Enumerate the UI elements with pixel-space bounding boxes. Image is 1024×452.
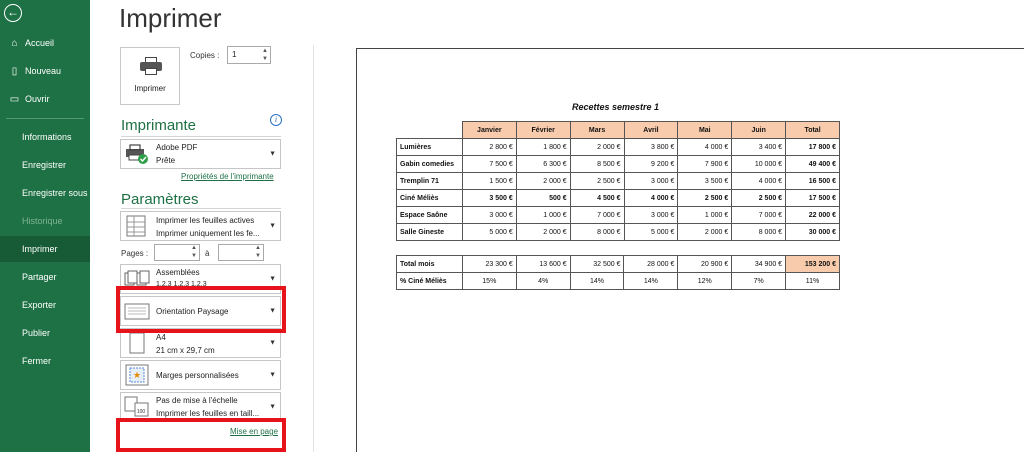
- svg-text:★: ★: [132, 370, 142, 380]
- sidebar-item-accueil[interactable]: [0, 30, 90, 56]
- table-header-cell: Janvier: [462, 122, 516, 139]
- home-icon: ⌂: [11, 37, 18, 49]
- sidebar-item-label: Publier: [22, 328, 51, 338]
- chevron-up-icon[interactable]: ▲: [255, 245, 261, 251]
- printer-status: Prête: [156, 156, 176, 165]
- table-cell: 17 500 €: [786, 190, 840, 207]
- print-what-dropdown[interactable]: [120, 211, 281, 241]
- table-cell: 10 000 €: [732, 156, 786, 173]
- sidebar-item-enregistrer[interactable]: [0, 152, 90, 178]
- table-cell: 32 500 €: [570, 256, 624, 273]
- table-header-blank: [397, 122, 463, 139]
- info-icon[interactable]: i: [270, 114, 282, 126]
- table-cell: 8 000 €: [570, 224, 624, 241]
- table-cell: 2 500 €: [678, 190, 732, 207]
- sidebar-item-nouveau[interactable]: [0, 58, 90, 84]
- collate-line2: 1,2,3 1,2,3 1,2,3: [156, 281, 207, 288]
- printer-divider: [121, 136, 281, 137]
- table-row: [397, 207, 840, 224]
- table-cell: 4 000 €: [624, 190, 678, 207]
- pane-divider: [313, 45, 314, 452]
- scaling-line1: Pas de mise à l'échelle: [156, 396, 238, 405]
- printer-heading: Imprimante: [121, 117, 197, 134]
- chevron-down-icon: ▼: [269, 150, 276, 158]
- table-row: [397, 173, 840, 190]
- table-cell: 3 500 €: [462, 190, 516, 207]
- table-header-cell: Mars: [570, 122, 624, 139]
- table-cell: 1 800 €: [516, 139, 570, 156]
- table-cell: 2 000 €: [516, 173, 570, 190]
- table-cell: 3 000 €: [624, 207, 678, 224]
- sidebar-item-partager[interactable]: [0, 264, 90, 290]
- table-cell: 17 800 €: [786, 139, 840, 156]
- sidebar-item-label: Ouvrir: [25, 94, 50, 104]
- table-cell: 1 500 €: [462, 173, 516, 190]
- pages-to-input[interactable]: [218, 244, 264, 261]
- sidebar-item-label: Enregistrer sous: [22, 188, 88, 198]
- table-cell: 1 000 €: [516, 207, 570, 224]
- table-cell: 3 500 €: [678, 173, 732, 190]
- table-row: [397, 190, 840, 207]
- table-row: [397, 256, 840, 273]
- table-cell: 7 900 €: [678, 156, 732, 173]
- sidebar-item-imprimer[interactable]: [0, 236, 90, 262]
- orientation-value: Orientation Paysage: [156, 307, 229, 316]
- table-cell: 2 500 €: [732, 190, 786, 207]
- print-button[interactable]: [120, 47, 180, 105]
- table-row: [397, 156, 840, 173]
- printer-dropdown[interactable]: [120, 139, 281, 169]
- table-row-label: Espace Saône: [397, 207, 463, 224]
- table-row-label: Total mois: [397, 256, 463, 273]
- chevron-down-icon: ▼: [269, 403, 276, 411]
- backstage-sidebar: [0, 0, 90, 452]
- copies-stepper[interactable]: [227, 46, 271, 64]
- table-cell: 500 €: [516, 190, 570, 207]
- table-row-label: Ciné Méliès: [397, 190, 463, 207]
- table-cell: 20 900 €: [678, 256, 732, 273]
- pages-to-label: à: [205, 249, 210, 258]
- table-cell: 16 500 €: [786, 173, 840, 190]
- page-setup-highlight: [116, 418, 286, 452]
- scaling-line2: Imprimer les feuilles en taill...: [156, 409, 260, 418]
- folder-icon: ▭: [9, 93, 20, 105]
- sidebar-item-label: Accueil: [25, 38, 55, 48]
- margins-value: Marges personnalisées: [156, 371, 239, 380]
- table-cell: 3 800 €: [624, 139, 678, 156]
- table-cell: 6 300 €: [516, 156, 570, 173]
- table-cell: 8 500 €: [570, 156, 624, 173]
- table-cell: 23 300 €: [462, 256, 516, 273]
- svg-text:100: 100: [136, 409, 146, 415]
- table-cell: 13 600 €: [516, 256, 570, 273]
- page-title: Imprimer: [119, 3, 222, 33]
- table-row-label: Gabin comedies: [397, 156, 463, 173]
- pages-label: Pages :: [121, 249, 149, 258]
- chevron-down-icon[interactable]: ▼: [255, 253, 261, 259]
- chevron-down-icon: ▼: [269, 222, 276, 230]
- margins-dropdown[interactable]: [120, 360, 281, 390]
- table-cell: 5 000 €: [462, 224, 516, 241]
- sheet-icon: [124, 215, 150, 237]
- table-header-row: [397, 122, 840, 139]
- sidebar-item-label: Exporter: [22, 300, 57, 310]
- table-row-label: Lumières: [397, 139, 463, 156]
- table-header-cell: Total: [786, 122, 840, 139]
- table-cell: 49 400 €: [786, 156, 840, 173]
- sidebar-item-label: Nouveau: [25, 66, 62, 76]
- table-cell: 5 000 €: [624, 224, 678, 241]
- table-cell: 153 200 €: [786, 256, 840, 273]
- orientation-highlight: [116, 286, 286, 333]
- sidebar-item-label: Partager: [22, 272, 57, 282]
- printer-icon: [140, 57, 162, 75]
- settings-heading: Paramètres: [121, 191, 199, 208]
- chevron-up-icon[interactable]: ▲: [262, 48, 268, 54]
- table-cell: 7%: [732, 273, 786, 290]
- table-row: [397, 224, 840, 241]
- chevron-down-icon[interactable]: ▼: [262, 56, 268, 62]
- table-cell: 1 000 €: [678, 207, 732, 224]
- chevron-down-icon: ▼: [269, 275, 276, 283]
- chevron-down-icon: ▼: [269, 307, 276, 315]
- table-cell: 22 000 €: [786, 207, 840, 224]
- table-cell: 7 500 €: [462, 156, 516, 173]
- arrow-left-icon[interactable]: ←: [4, 4, 22, 22]
- margins-icon: [124, 364, 150, 386]
- table-cell: 2 000 €: [678, 224, 732, 241]
- table-cell: 3 400 €: [732, 139, 786, 156]
- sidebar-item-fermer[interactable]: [0, 348, 90, 374]
- sidebar-item-ouvrir[interactable]: [0, 86, 90, 112]
- sidebar-divider: [6, 118, 84, 119]
- print-what-line2: Imprimer uniquement les fe...: [156, 229, 260, 238]
- collate-line1: Assemblées: [156, 268, 200, 277]
- table-cell: 9 200 €: [624, 156, 678, 173]
- preview-table: [396, 121, 840, 241]
- sidebar-item-publier[interactable]: [0, 320, 90, 346]
- table-cell: 7 000 €: [732, 207, 786, 224]
- table-cell: 4 000 €: [732, 173, 786, 190]
- table-header-cell: Mai: [678, 122, 732, 139]
- sidebar-item-informations[interactable]: [0, 124, 90, 150]
- print-button-label: Imprimer: [134, 84, 166, 93]
- sidebar-item-label: Informations: [22, 132, 72, 142]
- sidebar-item-exporter[interactable]: [0, 292, 90, 318]
- printer-properties-link[interactable]: Propriétés de l'imprimante: [181, 172, 274, 181]
- chevron-up-icon[interactable]: ▲: [191, 245, 197, 251]
- table-cell: 4%: [516, 273, 570, 290]
- chevron-down-icon: ▼: [269, 371, 276, 379]
- paper-icon: [124, 332, 150, 354]
- new-document-icon: ▯: [11, 65, 18, 77]
- sidebar-item-label: Imprimer: [22, 244, 58, 254]
- preview-totals-table: [396, 255, 840, 290]
- table-cell: 14%: [624, 273, 678, 290]
- table-cell: 4 000 €: [678, 139, 732, 156]
- table-cell: 15%: [462, 273, 516, 290]
- table-header-cell: Juin: [732, 122, 786, 139]
- settings-divider: [121, 208, 281, 209]
- table-cell: 8 000 €: [732, 224, 786, 241]
- table-cell: 2 000 €: [570, 139, 624, 156]
- table-cell: 14%: [570, 273, 624, 290]
- copies-label: Copies :: [190, 51, 220, 60]
- sidebar-item-label: Enregistrer: [22, 160, 67, 170]
- sidebar-item-label: Historique: [22, 216, 63, 226]
- table-cell: 4 500 €: [570, 190, 624, 207]
- table-cell: 3 000 €: [462, 207, 516, 224]
- printer-name: Adobe PDF: [156, 143, 198, 152]
- paper-size-line2: 21 cm x 29,7 cm: [156, 346, 215, 355]
- table-cell: 2 500 €: [570, 173, 624, 190]
- table-cell: 34 900 €: [732, 256, 786, 273]
- sidebar-item-enregistrer-sous[interactable]: [0, 180, 90, 206]
- paper-size-line1: A4: [156, 333, 166, 342]
- table-row: [397, 273, 840, 290]
- table-cell: 11%: [786, 273, 840, 290]
- print-what-line1: Imprimer les feuilles actives: [156, 216, 255, 225]
- sidebar-item-label: Fermer: [22, 356, 51, 366]
- pages-from-input[interactable]: [154, 244, 200, 261]
- table-row: [397, 139, 840, 156]
- scaling-icon: [124, 396, 150, 418]
- table-header-cell: Avril: [624, 122, 678, 139]
- preview-sheet-title: Recettes semestre 1: [572, 102, 660, 112]
- table-cell: 3 000 €: [624, 173, 678, 190]
- table-cell: 2 000 €: [516, 224, 570, 241]
- table-cell: 28 000 €: [624, 256, 678, 273]
- table-cell: 7 000 €: [570, 207, 624, 224]
- table-row-label: Salle Gineste: [397, 224, 463, 241]
- chevron-down-icon[interactable]: ▼: [191, 253, 197, 259]
- table-cell: 30 000 €: [786, 224, 840, 241]
- page-setup-link[interactable]: Mise en page: [230, 427, 279, 436]
- sidebar-item-historique: [0, 208, 90, 234]
- table-cell: 12%: [678, 273, 732, 290]
- copies-value: 1: [232, 50, 237, 59]
- table-row-label: Tremplin 71: [397, 173, 463, 190]
- chevron-down-icon: ▼: [269, 339, 276, 347]
- preview-page: [356, 48, 1024, 452]
- table-header-cell: Février: [516, 122, 570, 139]
- table-cell: 2 800 €: [462, 139, 516, 156]
- table-row-label: % Ciné Méliès: [397, 273, 463, 290]
- printer-ready-icon: [124, 143, 150, 165]
